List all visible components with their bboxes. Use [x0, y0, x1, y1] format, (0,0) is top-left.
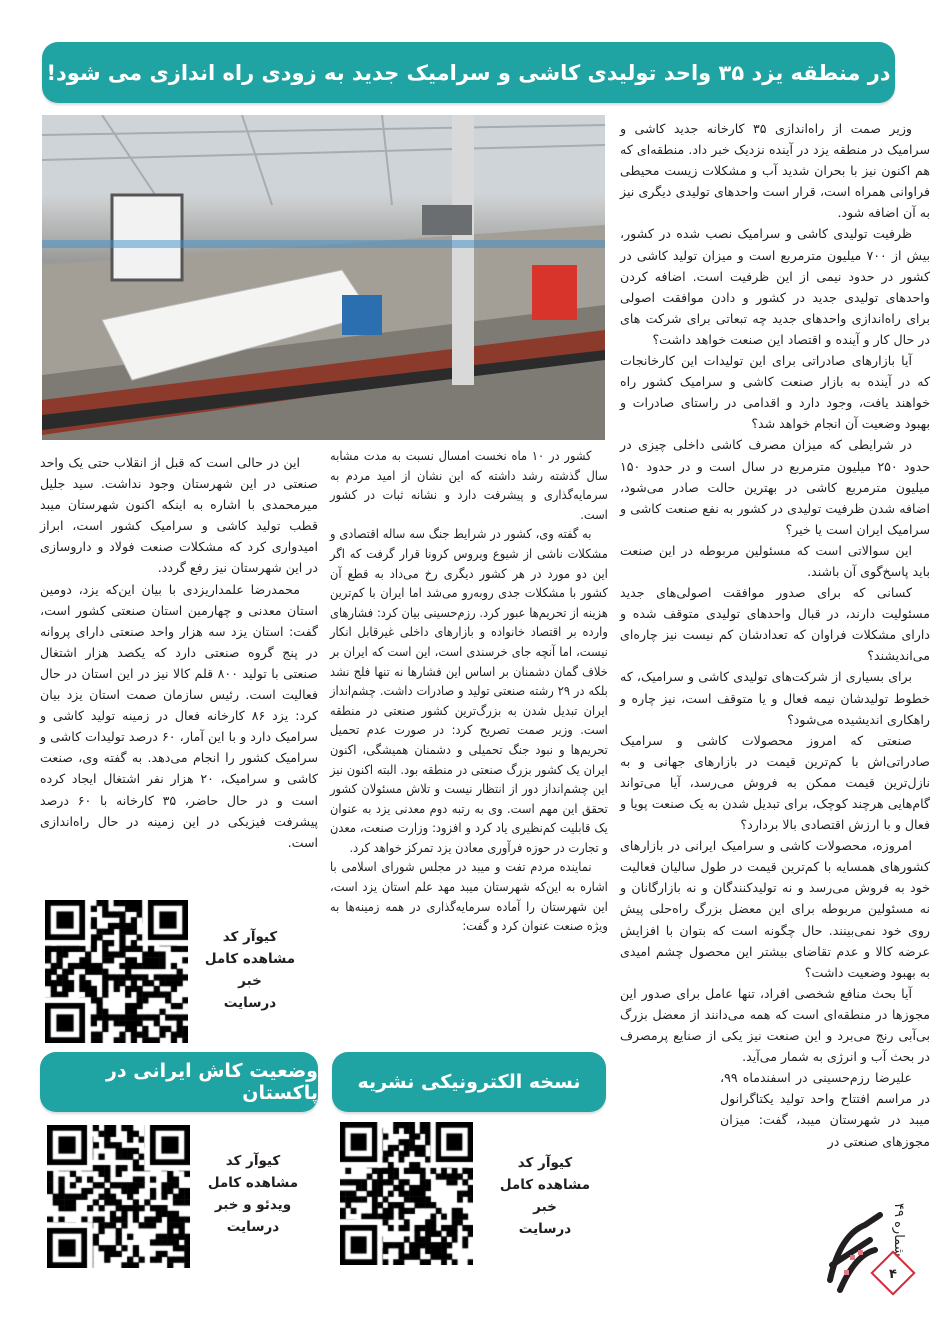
article-column-middle — [330, 446, 608, 936]
paragraph: نماینده مردم تفت و میبد در مجلس شورای اسلامی با اشاره به این‌که شهرستان میبد مهد علم استان یزد است، این شهرستان را آماده سرمایه‌گذاری در همه زمینه‌ها به ویژه صنعت عنوان کرد و گفت: — [330, 859, 608, 934]
qr-caption — [495, 1152, 595, 1240]
headline-banner — [42, 42, 895, 103]
caption-line: کیوآر کد — [222, 929, 278, 945]
pakistan-tile-banner[interactable] — [40, 1052, 318, 1112]
caption-line: درسایت — [223, 995, 277, 1011]
factory-photo — [42, 115, 605, 440]
caption-line: ویدئو و خبر — [214, 1197, 292, 1213]
page-number: ۴ — [889, 1267, 897, 1282]
caption-line: کیوآر کد — [517, 1155, 573, 1171]
paragraph: این در حالی است که قبل از انقلاب حتی یک واحد صنعتی در این شهرستان وجود نداشت. سید جلیل میرمحمدی با اشاره به اینکه اکنون شهرستان میبد قطب تولید کاشی و سرامیک کشور است، ابراز امیدواری کرد که مشکلات صنعت فولاد و داروسازی در این شهرستان نیز رفع گردد. — [40, 455, 318, 576]
paragraph: صنعتی که امروز محصولات کاشی و سرامیک صادراتی‌اش با کم‌ترین قیمت در بازارهای جهانی و به نازل‌ترین قیمت ممکن به فروش می‌رسد، آیا می‌تواند گام‌هایی هرچند کوچک، برای تبدیل شدن به یک صنعت پویا و فعال و با ارزش اقتصادی بالا بردارد؟ — [620, 732, 930, 833]
qr-caption — [198, 1150, 308, 1238]
paragraph: برای بسیاری از شرکت‌های تولیدی کاشی و سرامیک، که خطوط تولیدشان نیمه فعال و یا متوقف است، نیز چاره و راهکاری اندیشیده می‌شود؟ — [620, 669, 930, 727]
paragraph: در شرایطی که میزان مصرف کاشی داخلی چیزی در حدود ۲۵۰ میلیون مترمربع در سال است و در حدود ۱۵۰ میلیون مترمربع کاشی در بهترین حالت صادر می‌شود، اضافه شدن ظرفیت تولیدی در کشور به نفع صنعت کاشی و سرامیک ایران است یا خیر؟ — [620, 437, 931, 537]
paragraph: وزیر صمت از راه‌اندازی ۳۵ کارخانه جدید کاشی و سرامیک در منطقه یزد در آینده نزدیک خبر داد. منطقه‌ای که هم اکنون نیز با بحران شدید آب و مشکلات زیست محیطی فراوانی همراه است، قرار است واحدهای تولیدی دیگری نیز به آن اضافه شود. — [620, 121, 930, 221]
banner-label: وضعیت کاش ایرانی در پاکستان — [105, 1060, 318, 1104]
caption-line: خبر — [533, 1199, 557, 1215]
caption-line: مشاهده کامل — [204, 951, 296, 967]
caption-line: درسایت — [518, 1221, 572, 1237]
paragraph: کسانی که برای صدور موافقت اصولی‌های جدید مسئولیت دارند، در قبال واحدهای تولیدی متوقف شده و دارای مشکلات فراوان که تعدادشان کم نیست نیز چاره‌ای می‌اندیشند؟ — [620, 585, 930, 664]
magazine-logo — [820, 1195, 935, 1305]
banner-label: نسخه الکترونیکی نشریه — [357, 1071, 581, 1093]
paragraph: ظرفیت تولیدی کاشی و سرامیک نصب شده در کشور، بیش از ۷۰۰ میلیون مترمربع است و میزان تولید کاشی در کشور در حدود نیمی از این ظرفیت است. اضافه کردن واحدهای تولیدی جدید در کشور و دادن موافقت اصولی برای راه‌اندازی واحدهای جدید چه تبعاتی برای شرکت های در حال کار و آینده و اقتصاد این صنعت خواهد داشت؟ — [620, 226, 930, 347]
paragraph: کشور در ۱۰ ماه نخست امسال نسبت به مدت مشابه سال گذشته رشد داشته که این نشان از امید مردم به سرمایه‌گذاری و پیشرفت دارد و نشانه ثبات در کشور است. — [330, 448, 608, 522]
paragraph: این سوالاتی است که مسئولین مربوطه در این صنعت باید پاسخ‌گوی آن باشند. — [620, 542, 930, 579]
caption-line: مشاهده کامل — [499, 1177, 591, 1193]
issue-number: شماره ۴۹ — [891, 1203, 906, 1257]
qr-code-video[interactable] — [47, 1125, 190, 1268]
article-column-right — [620, 118, 930, 1152]
paragraph: امروزه، محصولات کاشی و سرامیک ایرانی در بازارهای کشورهای همسایه با کم‌ترین قیمت در طول سالیان فعالیت خود به فروش می‌رسد و نه تولیدکنندگان و نه بازارگانان و نه مسئولین مربوطه برای این معضل بزرگ راه‌حلی پیش روی خود نمی‌بینند. حال چگونه است که بتوان با افزایش عرضه کالا و عدم تقاضای بیشتر این محصول چشم امیدی به بهبود وضعیت داشت؟ — [620, 838, 930, 980]
paragraph: آیا بازارهای صادراتی برای این تولیدات این کارخانجات که در آینده به بازار صنعت کاشی و سرامیک کشور راه خواهند یافت، وجود دارد و اقدامی در راستای صادرات و بهبود وضعیت آن انجام خواهد شد؟ — [620, 353, 930, 432]
caption-line: درسایت — [226, 1219, 280, 1235]
caption-line: مشاهده کامل — [207, 1175, 299, 1191]
paragraph: آیا بحث منافع شخصی افراد، تنها عامل برای صدور این مجوزها در منطقه‌ای است که همه می‌دانند از معضل بزرگ بی‌آبی رنج می‌برد و این صنعت نیز یکی از صنایع پرمصرف در بحث آب و انرژی به شمار می‌آید. — [620, 985, 930, 1065]
qr-caption — [200, 926, 300, 1014]
article-column-left — [40, 452, 318, 853]
paragraph: علیرضا رزم‌حسینی در اسفندماه ۹۹، در مراسم افتتاح واحد تولید یکتاگرانول میبد در شهرستان میبد، گفت: میزان مجوزهای صنعتی در — [720, 1070, 930, 1149]
headline: در منطقه یزد ۳۵ واحد تولیدی کاشی و سرامیک جدید به زودی راه اندازی می شود! — [46, 60, 891, 85]
qr-code-magazine[interactable] — [340, 1122, 473, 1265]
caption-line: خبر — [238, 973, 262, 989]
caption-line: کیوآر کد — [225, 1153, 281, 1169]
paragraph: به گفته وی، کشور در شرایط جنگ سه ساله اقتصادی و مشکلات ناشی از شیوع ویروس کرونا قرار گرفت که اگر این دو مورد در هر کشور دیگری رخ می‌داد به قطع آن کشور با مشکلات جدی روبه‌رو می‌شد اما ایران با کم‌ترین هزینه از تحریم‌ها عبور کرد. رزم‌حسینی بیان کرد: فشارهای وارده بر اقتصاد خانواده و بازارهای داخلی غیرقابل انکار نیست، اما آنچه جای خرسندی است، این است که ایران بر خلاف گمان دشمنان بر اساس این فشارها نه تنها فلج نشد بلکه در ۲۹ رشته صنعتی تولید و صادرات داشت. چشم‌انداز ایران تبدیل شدن به بزرگ‌ترین کشور صنعتی در منطقه است. وزیر صمت تصریح کرد: در صورت عدم تحمیل تحریم‌ها و نبود جنگ تحمیلی و دشمنان همیشگی، اکنون ایران یک کشور بزرگ صنعتی در منطقه بود. البته اکنون نیز این چشم‌انداز دور از انتظار نیست و تلاش مسئولان کشور تحقق این مهم است. وی به رتبه دوم معدنی یزد به عنوان یک قابلیت کم‌نظیری یاد کرد و افزود: وزارت صنعت، معدن و تجارت در حوزه فرآوری معادن یزد تمرکز خواهد کرد. — [330, 526, 608, 855]
e-magazine-banner[interactable] — [332, 1052, 606, 1112]
qr-code-news[interactable] — [45, 900, 188, 1043]
paragraph: محمدرضا علمداریزدی با بیان این‌که یزد، دومین استان معدنی و چهارمین استان صنعتی کشور است، گفت: استان یزد سه هزار واحد صنعتی دارای پروانه در پنج گروه صنعتی دارد که یکصد هزار اشتغال صنعتی با تولید ۸۰۰ قلم کالا نیز در این استان در حال فعالیت است. رئیس سازمان صمت استان یزد بیان کرد: یزد ۸۶ کارخانه فعال در زمینه تولید کاشی و سرامیک دارد و با این آمار، ۶۰ درصد تولیدات کاشی و سرامیک کشور را انجام می‌دهد. به گفته وی، صنعت کاشی و سرامیک، ۲۰ هزار نفر اشتغال ایجاد کرده است و در حال حاضر، ۳۵ کارخانه با ۶۰ درصد پیشرفت فیزیکی در این زمینه در حال راه‌اندازی است. — [40, 581, 319, 850]
